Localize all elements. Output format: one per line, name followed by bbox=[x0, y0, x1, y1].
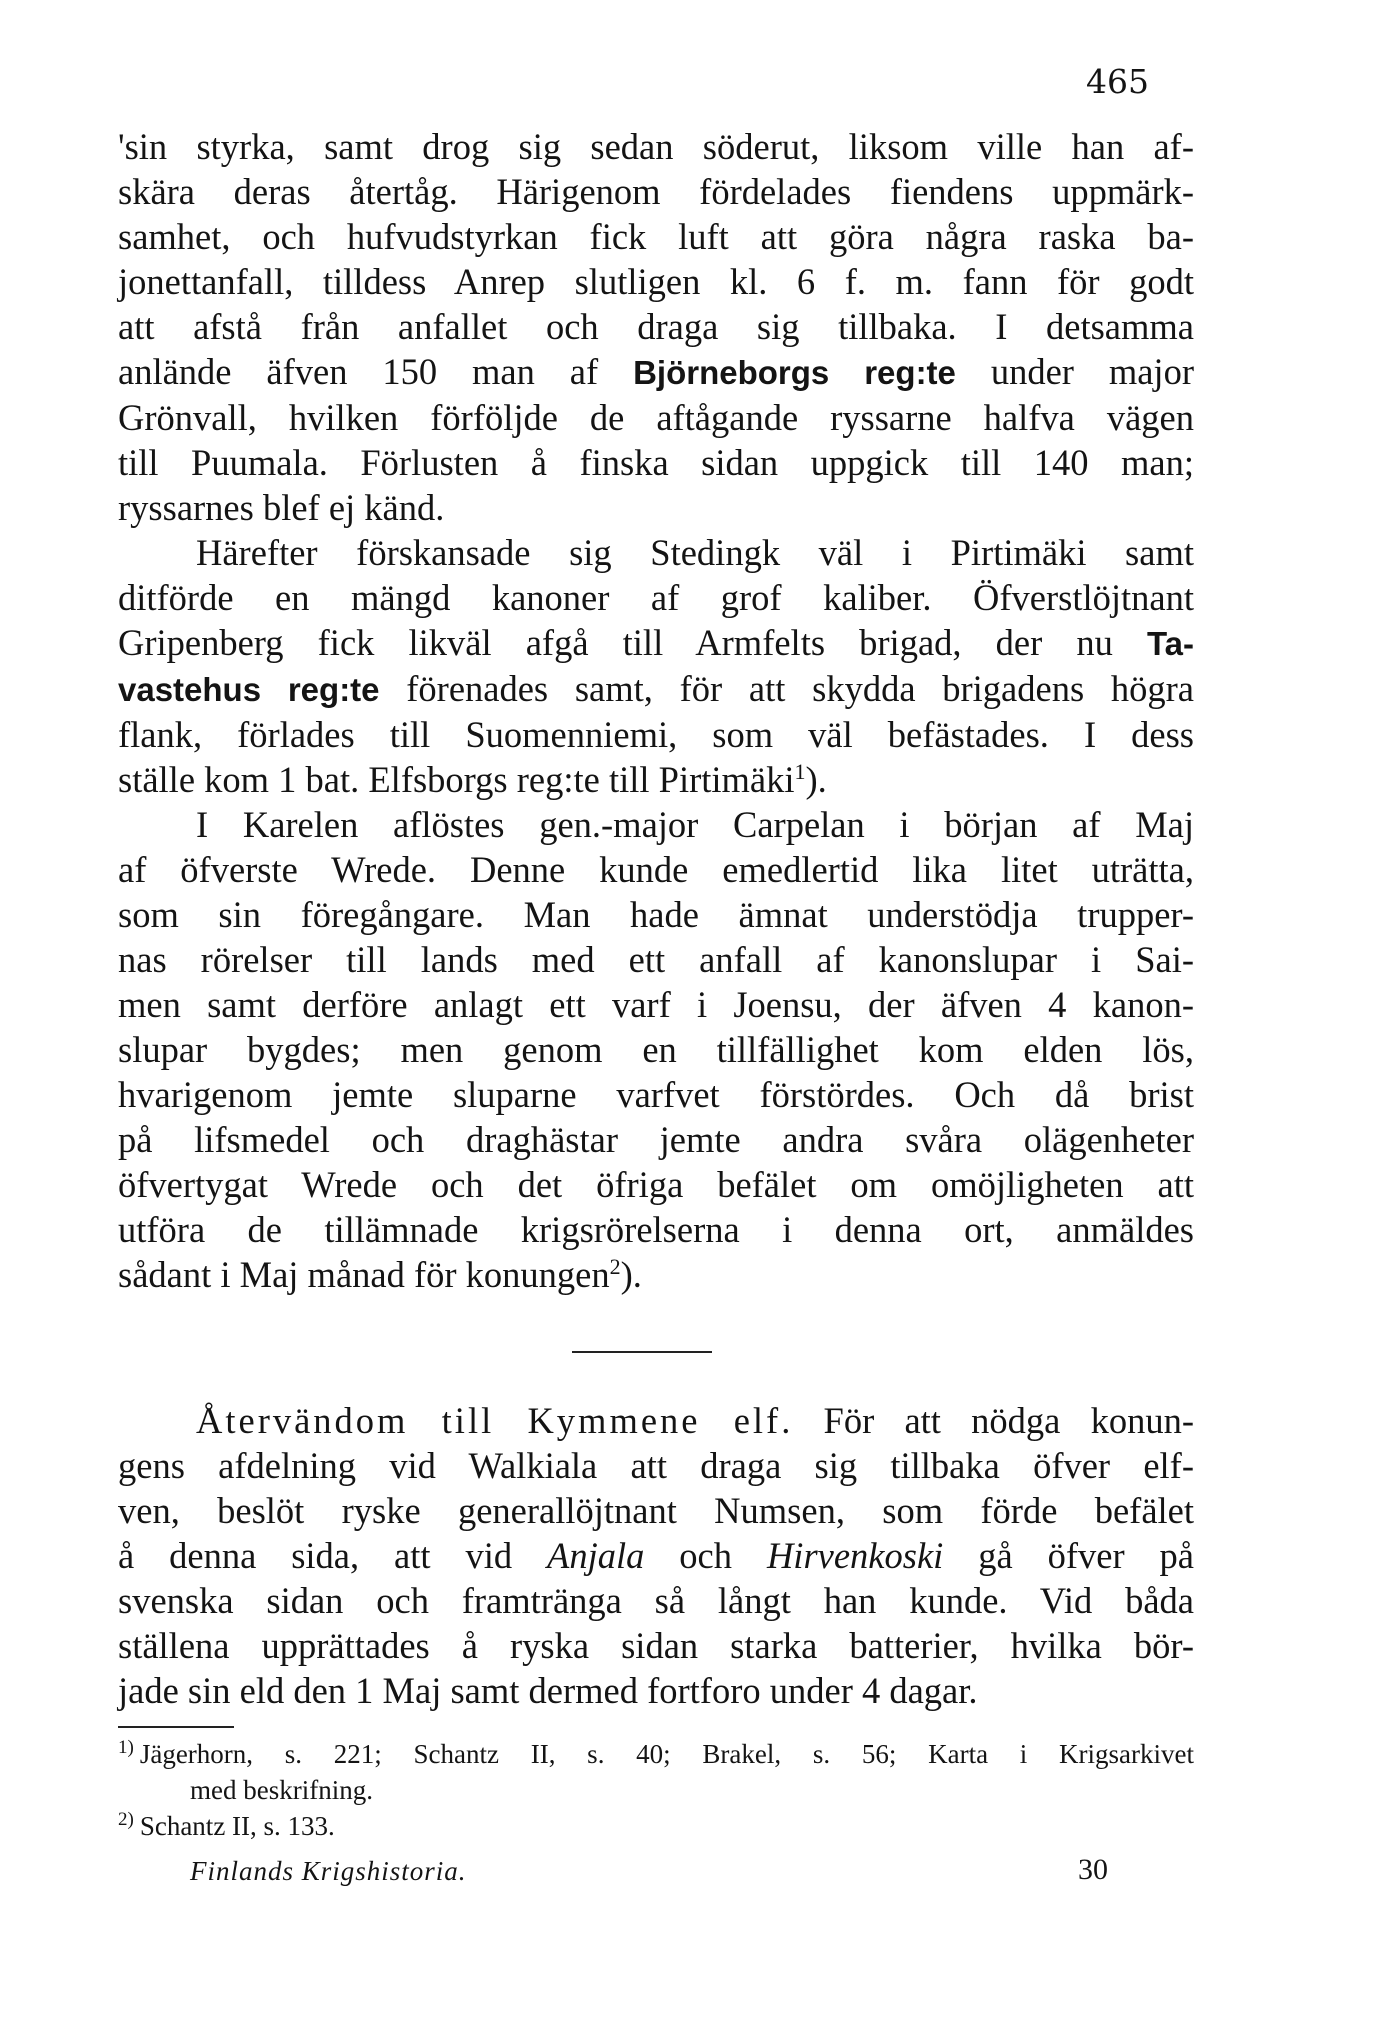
text-line bbox=[118, 1252, 1194, 1297]
text-line: gens afdelning vid Walkiala att draga sig tillbaka öfver elf- bbox=[118, 1445, 1194, 1486]
text-line: som sin föregångare. Man hade ämnat understödja trupper- bbox=[118, 894, 1194, 935]
footnote-line: med beskrifning. bbox=[190, 1775, 373, 1805]
footnote-text: Jägerhorn, s. 221; Schantz II, s. 40; Brakel, s. 56; Karta i Krigsarkivet bbox=[139, 1739, 1194, 1769]
section-heading-run: Återvändom till Kymmene elf. bbox=[196, 1400, 794, 1441]
footnote-line bbox=[118, 1736, 1194, 1772]
text-line: jade sin eld den 1 Maj samt dermed fortforo under 4 dagar. bbox=[118, 1670, 978, 1711]
text-line: att afstå från anfallet och draga sig tillbaka. I detsamma bbox=[118, 306, 1194, 347]
text-line: nas rörelser till lands med ett anfall af kanonslupar i Sai- bbox=[118, 939, 1194, 980]
text-line bbox=[118, 666, 1194, 712]
text-line: samhet, och hufvudstyrkan fick luft att göra några raska ba- bbox=[118, 216, 1194, 257]
footnote-reference: 2 bbox=[609, 1253, 621, 1279]
text-line: hvarigenom jemte sluparne varfvet förstördes. Och då brist bbox=[118, 1074, 1194, 1115]
footnote-number: 1 bbox=[118, 1737, 128, 1758]
text-line: af öfverste Wrede. Denne kunde emedlertid lika litet uträtta, bbox=[118, 849, 1194, 890]
text-fragment: gå öfver på bbox=[943, 1535, 1194, 1576]
footnote-number: 2 bbox=[118, 1809, 128, 1830]
text-line: ditförde en mängd kanoner af grof kaliber. Öfverstlöjtnant bbox=[118, 577, 1194, 618]
main-text bbox=[118, 124, 1194, 1297]
text-line bbox=[118, 620, 1194, 666]
text-fragment: och bbox=[644, 1535, 767, 1576]
footnote-line bbox=[118, 1808, 1194, 1844]
text-fragment: sådant i Maj månad för konungen bbox=[118, 1254, 610, 1295]
footer-book-title: Finlands Krigshistoria. bbox=[190, 1856, 467, 1886]
footnote-mark: 1) bbox=[118, 1737, 134, 1758]
text-fragment: ställe kom 1 bat. Elfsborgs reg:te till Pirtimäki bbox=[118, 759, 795, 800]
footnote-divider bbox=[118, 1726, 234, 1728]
text-fragment: å denna sida, att vid bbox=[118, 1535, 548, 1576]
section-text bbox=[118, 1398, 1194, 1713]
printer-signature-mark: 30 bbox=[1078, 1853, 1108, 1886]
text-line: öfvertygat Wrede och det öfriga befälet om omöjligheten att bbox=[118, 1164, 1194, 1205]
text-line: flank, förlades till Suomenniemi, som väl befästades. I dess bbox=[118, 714, 1194, 755]
text-fragment: ). bbox=[805, 759, 827, 800]
text-line: skära deras återtåg. Härigenom fördelades fiendens uppmärk- bbox=[118, 171, 1194, 212]
text-fragment: För att nödga konun- bbox=[793, 1400, 1194, 1441]
regiment-name-bold: Björneborgs reg:te bbox=[633, 354, 956, 391]
text-fragment: ). bbox=[620, 1254, 642, 1295]
text-line: Grönvall, hvilken förföljde de aftågande ryssarne halfva vägen bbox=[118, 397, 1194, 438]
text-line bbox=[118, 349, 1194, 395]
text-line: slupar bygdes; men genom en tillfällighet kom elden lös, bbox=[118, 1029, 1194, 1070]
section-divider bbox=[572, 1351, 712, 1353]
place-name-italic: Anjala bbox=[547, 1535, 645, 1576]
text-line bbox=[118, 1533, 1194, 1578]
page-number: 465 bbox=[1086, 62, 1149, 101]
text-line: jonettanfall, tilldess Anrep slutligen kl. 6 f. m. fann för godt bbox=[118, 261, 1194, 302]
text-line: ven, beslöt ryske generallöjtnant Numsen, som förde befälet bbox=[118, 1490, 1194, 1531]
text-line: Härefter förskansade sig Stedingk väl i Pirtimäki samt bbox=[196, 532, 1194, 573]
footnote-reference: 1 bbox=[794, 758, 806, 784]
text-line: I Karelen aflöstes gen.-major Carpelan i början af Maj bbox=[196, 804, 1194, 845]
text-fragment: Gripenberg fick likväl afgå till Armfelts brigad, der nu bbox=[118, 622, 1147, 663]
text-line: svenska sidan och framtränga så långt han kunde. Vid båda bbox=[118, 1580, 1194, 1621]
text-fragment: under major bbox=[955, 351, 1194, 392]
text-line: på lifsmedel och draghästar jemte andra svåra olägenheter bbox=[118, 1119, 1194, 1160]
text-line: 'sin styrka, samt drog sig sedan söderut, liksom ville han af- bbox=[118, 126, 1194, 167]
text-line: till Puumala. Förlusten å finska sidan uppgick till 140 man; bbox=[118, 442, 1194, 483]
footnote-mark: 2) bbox=[118, 1809, 134, 1830]
text-line: ryssarnes blef ej känd. bbox=[118, 487, 445, 528]
footnotes bbox=[118, 1736, 1194, 1844]
text-line bbox=[118, 757, 1194, 802]
text-line: utföra de tillämnade krigsrörelserna i denna ort, anmäldes bbox=[118, 1209, 1194, 1250]
text-fragment: förenades samt, för att skydda brigadens högra bbox=[379, 668, 1194, 709]
text-fragment: anlände äfven 150 man af bbox=[118, 351, 634, 392]
regiment-name-bold: vastehus reg:te bbox=[118, 671, 380, 708]
place-name-italic: Hirvenkoski bbox=[766, 1535, 944, 1576]
regiment-name-bold: Ta- bbox=[1146, 625, 1194, 662]
text-line: men samt derföre anlagt ett varf i Joensu, der äfven 4 kanon- bbox=[118, 984, 1194, 1025]
text-line bbox=[118, 1398, 1194, 1443]
footnote-text: Schantz II, s. 133. bbox=[139, 1811, 335, 1841]
text-line: ställena upprättades å ryska sidan starka batterier, hvilka bör- bbox=[118, 1625, 1194, 1666]
